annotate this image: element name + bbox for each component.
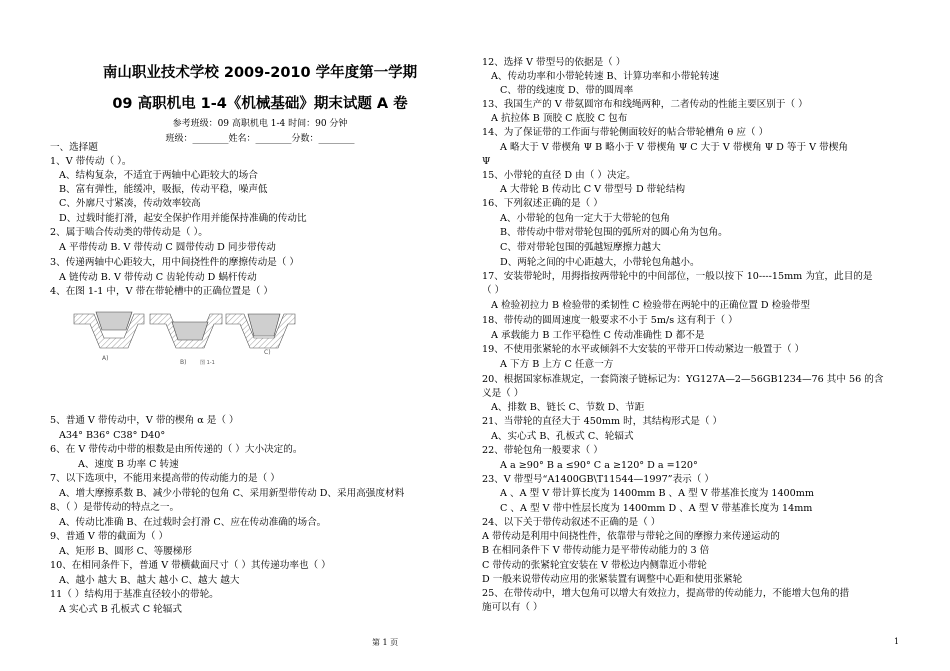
figure-label-c: C) (264, 349, 271, 356)
figure-label-b: B) (180, 359, 187, 366)
question-text-line: 施可以有（ ） (482, 602, 543, 613)
question-text-line: 4、在图 1-1 中，V 带在带轮槽中的正确位置是（ ） (50, 286, 273, 297)
question-text-line: A34° B36° C38° D40° (59, 430, 166, 441)
question-text-line: 14、为了保证带的工作面与带轮侧面较好的帖合带轮槽角 θ 应（ ） (482, 127, 769, 138)
question-text-line: D、过载时能打滑，起安全保护作用并能保持准确的传动比 (59, 213, 307, 224)
question-text-line: 20、根据国家标准规定，一套筒滚子链标记为：YG127A—2—56GB1234—76 其中 56 的含 (482, 374, 884, 385)
question-text-line: A 检验初拉力 B 检验带的柔韧性 C 检验带在两轮中的正确位置 D 检验带型 (491, 300, 810, 311)
question-text-line: A 带传动是利用中间挠性件，依靠带与带轮之间的摩擦力来传递运动的 (482, 531, 780, 542)
question-text-line: Ψ (482, 156, 491, 167)
question-text-line: 18、带传动的圆周速度一般要求不小于 5m/s 这有利于（ ） (482, 315, 738, 326)
question-text-line: A 略大于 V 带楔角 Ψ B 略小于 V 带楔角 Ψ C 大于 V 带楔角 Ψ D 等于 V 带楔角 (500, 142, 848, 153)
question-text-line: A 承载能力 B 工作平稳性 C 传动准确性 D 都不是 (491, 330, 705, 341)
question-text-line: A a ≥90° B a ≤90° C a ≥120° D a =120° (500, 460, 698, 471)
exam-title-line1: 南山职业技术学校 2009-2010 学年度第一学期 (102, 65, 418, 81)
question-text-line: A、传动功率和小带轮转速 B、计算功率和小带轮转速 (491, 71, 720, 82)
exam-title-line2: 09 高职机电 1-4《机械基础》期末试题 A 卷 (112, 96, 408, 112)
question-text-line: 24、以下关于带传动叙述不正确的是（ ） (482, 517, 661, 528)
question-text-line: A 实心式 B 孔板式 C 轮辐式 (59, 604, 182, 615)
question-text-line: D 一般来说带传动应用的张紧装置有调整中心距和使用张紧轮 (482, 574, 743, 585)
question-text-line: 16、下列叙述正确的是（ ） (482, 198, 603, 209)
question-text-line: A、速度 B 功率 C 转速 (78, 459, 179, 470)
question-text-line: 17、安装带轮时，用拇指按两带轮中的中间部位，一般以按下 10----15mm 为宜，此目的是 (482, 271, 873, 282)
question-text-line: 22、带轮包角一般要求（ ） (482, 445, 603, 456)
question-text-line: A、增大摩擦系数 B、减少小带轮的包角 C、采用新型带传动 D、采用高强度材料 (59, 488, 405, 499)
question-text-line: 5、普通 V 带传动中，V 带的楔角 α 是（ ） (50, 415, 239, 426)
pulley-groove-figure (72, 308, 297, 370)
question-text-line: B 在相同条件下 V 带传动能力是平带传动能力的 3 倍 (482, 545, 710, 556)
question-text-line: 10、在相同条件下，普通 V 带横截面尺寸（ ）其传递功率也（ ） (50, 560, 331, 571)
question-text-line: A、实心式 B、孔板式 C、轮辐式 (491, 431, 634, 442)
question-text-line: 8、（ ）是带传动的特点之一。 (50, 502, 180, 513)
question-text-line: 1、V 带传动（ ）。 (50, 156, 132, 167)
question-text-line: 11（ ）结构用于基准直径较小的带轮。 (50, 589, 219, 600)
question-text-line: 3、传递两轴中心距较大，用中间挠性件的摩擦传动是（ ） (50, 257, 299, 268)
question-text-line: 19、不使用张紧轮的水平或倾斜不大安装的平带开口传动紧边一般置于（ ） (482, 344, 805, 355)
page-number-right: 1 (894, 637, 900, 646)
question-text-line: 9、普通 V 带的截面为（ ） (50, 531, 169, 542)
groove-option-a (74, 312, 144, 362)
question-text-line: 7、以下选项中，不能用来提高带的传动能力的是（ ） (50, 473, 280, 484)
question-text-line: B、带传动中带对带轮包围的弧所对的圆心角为包角。 (500, 227, 728, 238)
question-text-line: A、矩形 B、圆形 C、等腰梯形 (59, 546, 192, 557)
question-text-line: 21、当带轮的直径大于 450mm 时，其结构形式是（ ） (482, 416, 723, 427)
question-text-line: C、带的线速度 D、带的圆周率 (500, 85, 634, 96)
figure-label-a: A) (102, 355, 109, 362)
question-text-line: C 、A 型 V 带中性层长度为 1400mm D 、A 型 V 带基准长度为 14mm (500, 503, 813, 514)
question-text-line: 13、我国生产的 V 带氨圆帘布和线绳两种，二者传动的性能主要区别于（ ） (482, 99, 808, 110)
question-text-line: A 平带传动 B. V 带传动 C 圆带传动 D 同步带传动 (59, 242, 276, 253)
question-text-line: A 、A 型 V 带计算长度为 1400mm B 、A 型 V 带基准长度为 1400mm (500, 488, 814, 499)
page-number-center: 第 1 页 (372, 638, 399, 647)
figure-caption: 图 1-1 (200, 360, 215, 366)
groove-option-c (226, 314, 295, 356)
question-text-line: A、小带轮的包角一定大于大带轮的包角 (500, 213, 671, 224)
exam-info-name-score: 班级：________姓名：________分数：________ (165, 134, 355, 144)
question-text-line: 2、属于啮合传动类的带传动是（ ）。 (50, 227, 208, 238)
question-text-line: C 带传动的张紧轮宜安装在 V 带松边内侧靠近小带轮 (482, 560, 707, 571)
question-text-line: （ ） (482, 285, 505, 296)
question-text-line: C、外廓尺寸紧凑，传动效率较高 (59, 198, 201, 209)
question-text-line: A 抗拉体 B 顶胶 C 底胶 C 包布 (491, 113, 628, 124)
question-text-line: A、传动比准确 B、在过载时会打滑 C、应在传动准确的场合。 (59, 517, 327, 528)
exam-info-class-time: 参考班级：09 高职机电 1-4 时间：90 分钟 (172, 119, 348, 129)
question-text-line: 25、在带传动中，增大包角可以增大有效拉力，提高带的传动能力，不能增大包角的措 (482, 588, 850, 599)
question-text-line: 义是（ ） (482, 388, 524, 399)
groove-option-b (150, 314, 222, 366)
question-text-line: A、排数 B、链长 C、节数 D、节距 (491, 402, 645, 413)
question-text-line: 一、选择题 (50, 142, 98, 153)
question-text-line: 6、在 V 带传动中带的根数是由所传递的（ ）大小决定的。 (50, 444, 303, 455)
question-text-line: A、结构复杂，不适宜于两轴中心距较大的场合 (59, 170, 258, 181)
question-text-line: A 链传动 B. V 带传动 C 齿轮传动 D 蜗杆传动 (59, 272, 257, 283)
question-text-line: 15、小带轮的直径 D 由（ ）决定。 (482, 170, 636, 181)
question-text-line: A 大带轮 B 传动比 C V 带型号 D 带轮结构 (500, 184, 686, 195)
question-text-line: C、带对带轮包围的弧越短摩擦力越大 (500, 242, 661, 253)
question-text-line: A、越小 越大 B、越大 越小 C、越大 越大 (59, 575, 240, 586)
question-text-line: B、富有弹性，能缓冲，吸振，传动平稳，噪声低 (59, 184, 268, 195)
question-text-line: D、两轮之间的中心距越大，小带轮包角越小。 (500, 257, 700, 268)
question-text-line: 23、V 带型号“A1400GB\T11544—1997”表示（ ） (482, 474, 715, 485)
question-text-line: A 下方 B 上方 C 任意一方 (500, 359, 614, 370)
question-text-line: 12、选择 V 带型号的依据是（ ） (482, 57, 626, 68)
